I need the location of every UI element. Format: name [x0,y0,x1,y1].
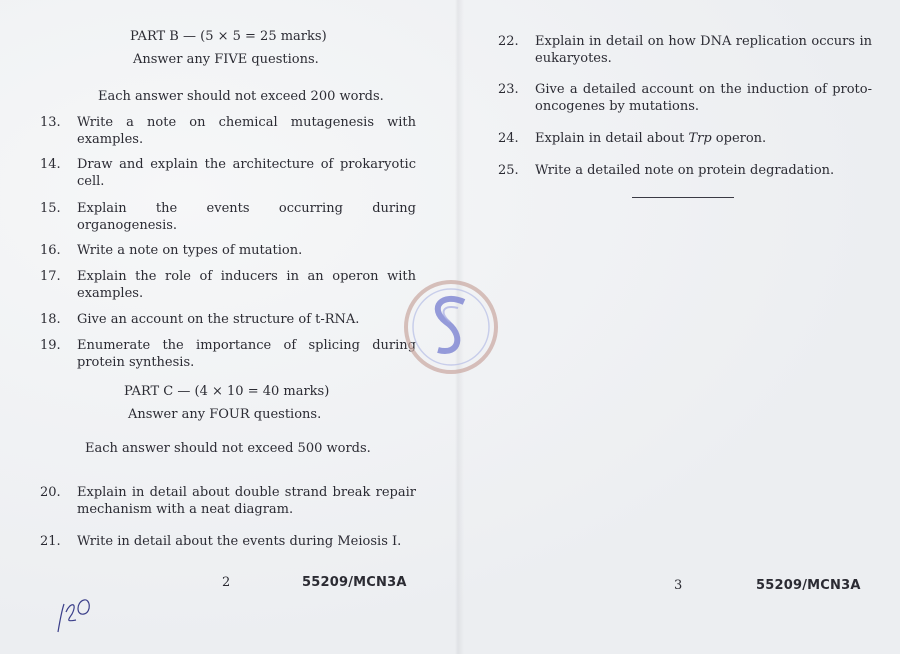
paper-code-left: 55209/MCN3A [302,575,407,590]
question-24: 24. Explain in detail about Trp operon. [498,131,767,146]
question-22: 22. Explain in detail on how DNA replication occurs in eukaryotes. [498,34,872,66]
part-b-heading: PART B — (5 × 5 = 25 marks) [130,29,327,44]
question-17: 17. Explain the role of inducers in an operon with examples. [40,269,416,301]
handwritten-mark-icon [50,590,100,634]
question-16: 16. Write a note on types of mutation. [40,243,303,258]
question-23: 23. Give a detailed account on the induction of proto-oncogenes by mutations. [498,82,872,114]
part-c-heading: PART C — (4 × 10 = 40 marks) [124,384,330,399]
page-number-3: 3 [674,578,683,593]
question-25: 25. Write a detailed note on protein degradation. [498,163,835,178]
part-c-instruction: Answer any FOUR questions. [128,407,322,422]
part-b-word-limit: Each answer should not exceed 200 words. [98,89,384,104]
end-rule [632,197,734,198]
question-13: 13. Write a note on chemical mutagenesis with examples. [40,115,416,147]
question-19: 19. Enumerate the importance of splicing during protein synthesis. [40,338,416,370]
question-21: 21. Write in detail about the events during Meiosis I. [40,534,402,549]
paper-code-right: 55209/MCN3A [756,578,861,593]
question-18: 18. Give an account on the structure of t-RNA. [40,312,360,327]
question-15: 15. Explain the events occurring during organogenesis. [40,201,416,233]
part-c-word-limit: Each answer should not exceed 500 words. [85,441,371,456]
question-14: 14. Draw and explain the architecture of prokaryotic cell. [40,157,416,189]
right-page [462,0,900,654]
page-number-2: 2 [222,575,231,590]
part-b-instruction: Answer any FIVE questions. [133,52,319,67]
question-20: 20. Explain in detail about double strand break repair mechanism with a neat diagram. [40,485,416,517]
